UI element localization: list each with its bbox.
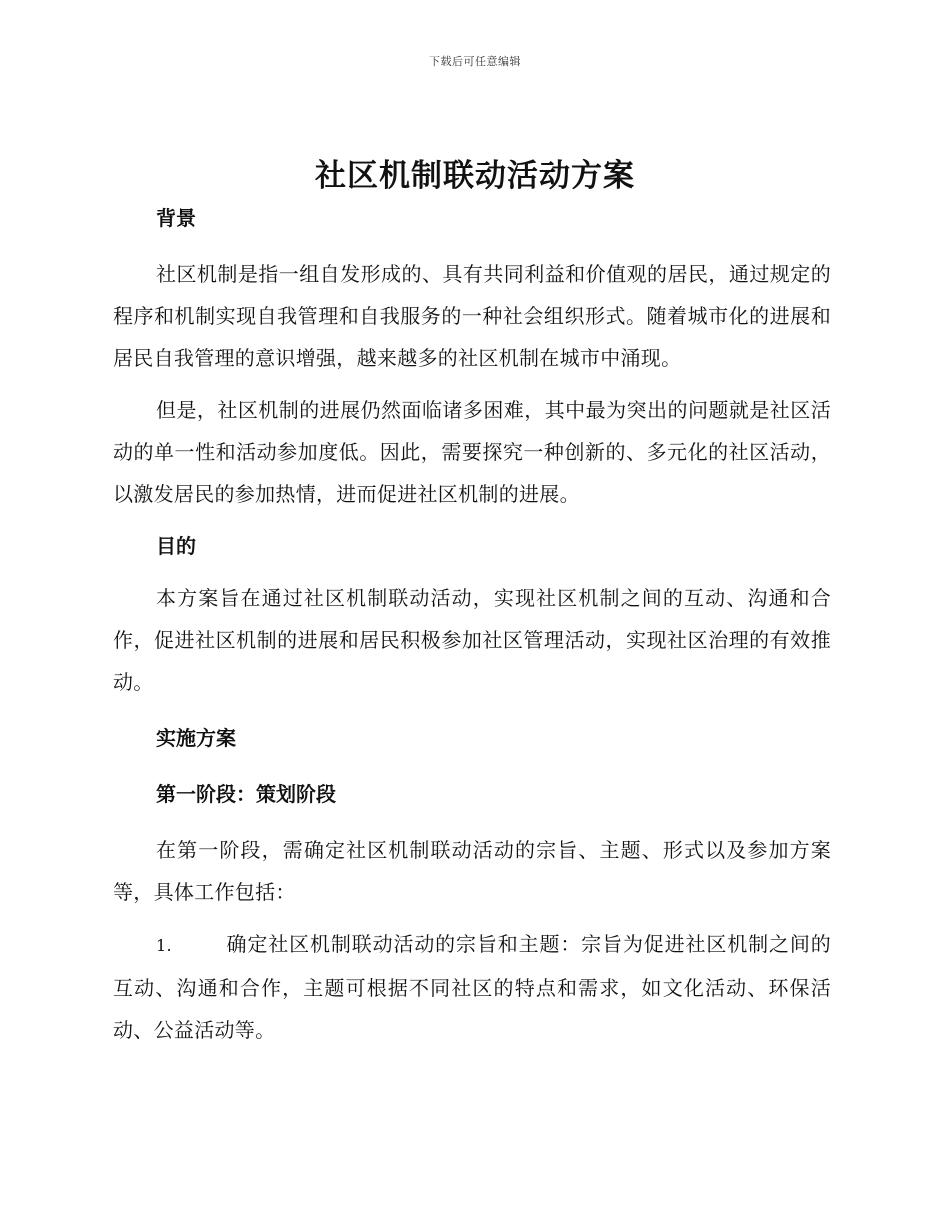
list-item-phase1-1 xyxy=(113,923,831,1051)
document-body xyxy=(113,197,831,1051)
section-heading-phase1: 第一阶段：策划阶段 xyxy=(156,782,336,806)
paragraph-background-2: 但是，社区机制的进展仍然面临诸多困难，其中最为突出的问题就是社区活动的单一性和活动参加度低。因此，需要探究一种创新的、多元化的社区活动，以激发居民的参加热情，进而促进社区机制的进展。 xyxy=(113,398,831,506)
list-item-text: 确定社区机制联动活动的宗旨和主题：宗旨为促进社区机制之间的互动、沟通和合作，主题可根据不同社区的特点和需求，如文化活动、环保活动、公益活动等。 xyxy=(113,932,831,1042)
section-heading-purpose: 目的 xyxy=(156,534,196,558)
paragraph-purpose-1: 本方案旨在通过社区机制联动活动，实现社区机制之间的互动、沟通和合作，促进社区机制的进展和居民积极参加社区管理活动，实现社区治理的有效推动。 xyxy=(113,586,831,694)
document-title: 社区机制联动活动方案 xyxy=(315,158,635,194)
paragraph-background-1: 社区机制是指一组自发形成的、具有共同利益和价值观的居民，通过规定的程序和机制实现自我管理和自我服务的一种社会组织形式。随着城市化的进展和居民自我管理的意识增强，越来越多的社区机制在城市中涌现。 xyxy=(113,262,831,370)
list-item-number: 1. xyxy=(156,936,172,955)
section-heading-background: 背景 xyxy=(156,206,196,230)
section-heading-plan: 实施方案 xyxy=(156,726,236,750)
paragraph-phase1-1: 在第一阶段，需确定社区机制联动活动的宗旨、主题、形式以及参加方案等，具体工作包括： xyxy=(113,838,831,904)
page-header-note: 下载后可任意编辑 xyxy=(429,55,521,68)
